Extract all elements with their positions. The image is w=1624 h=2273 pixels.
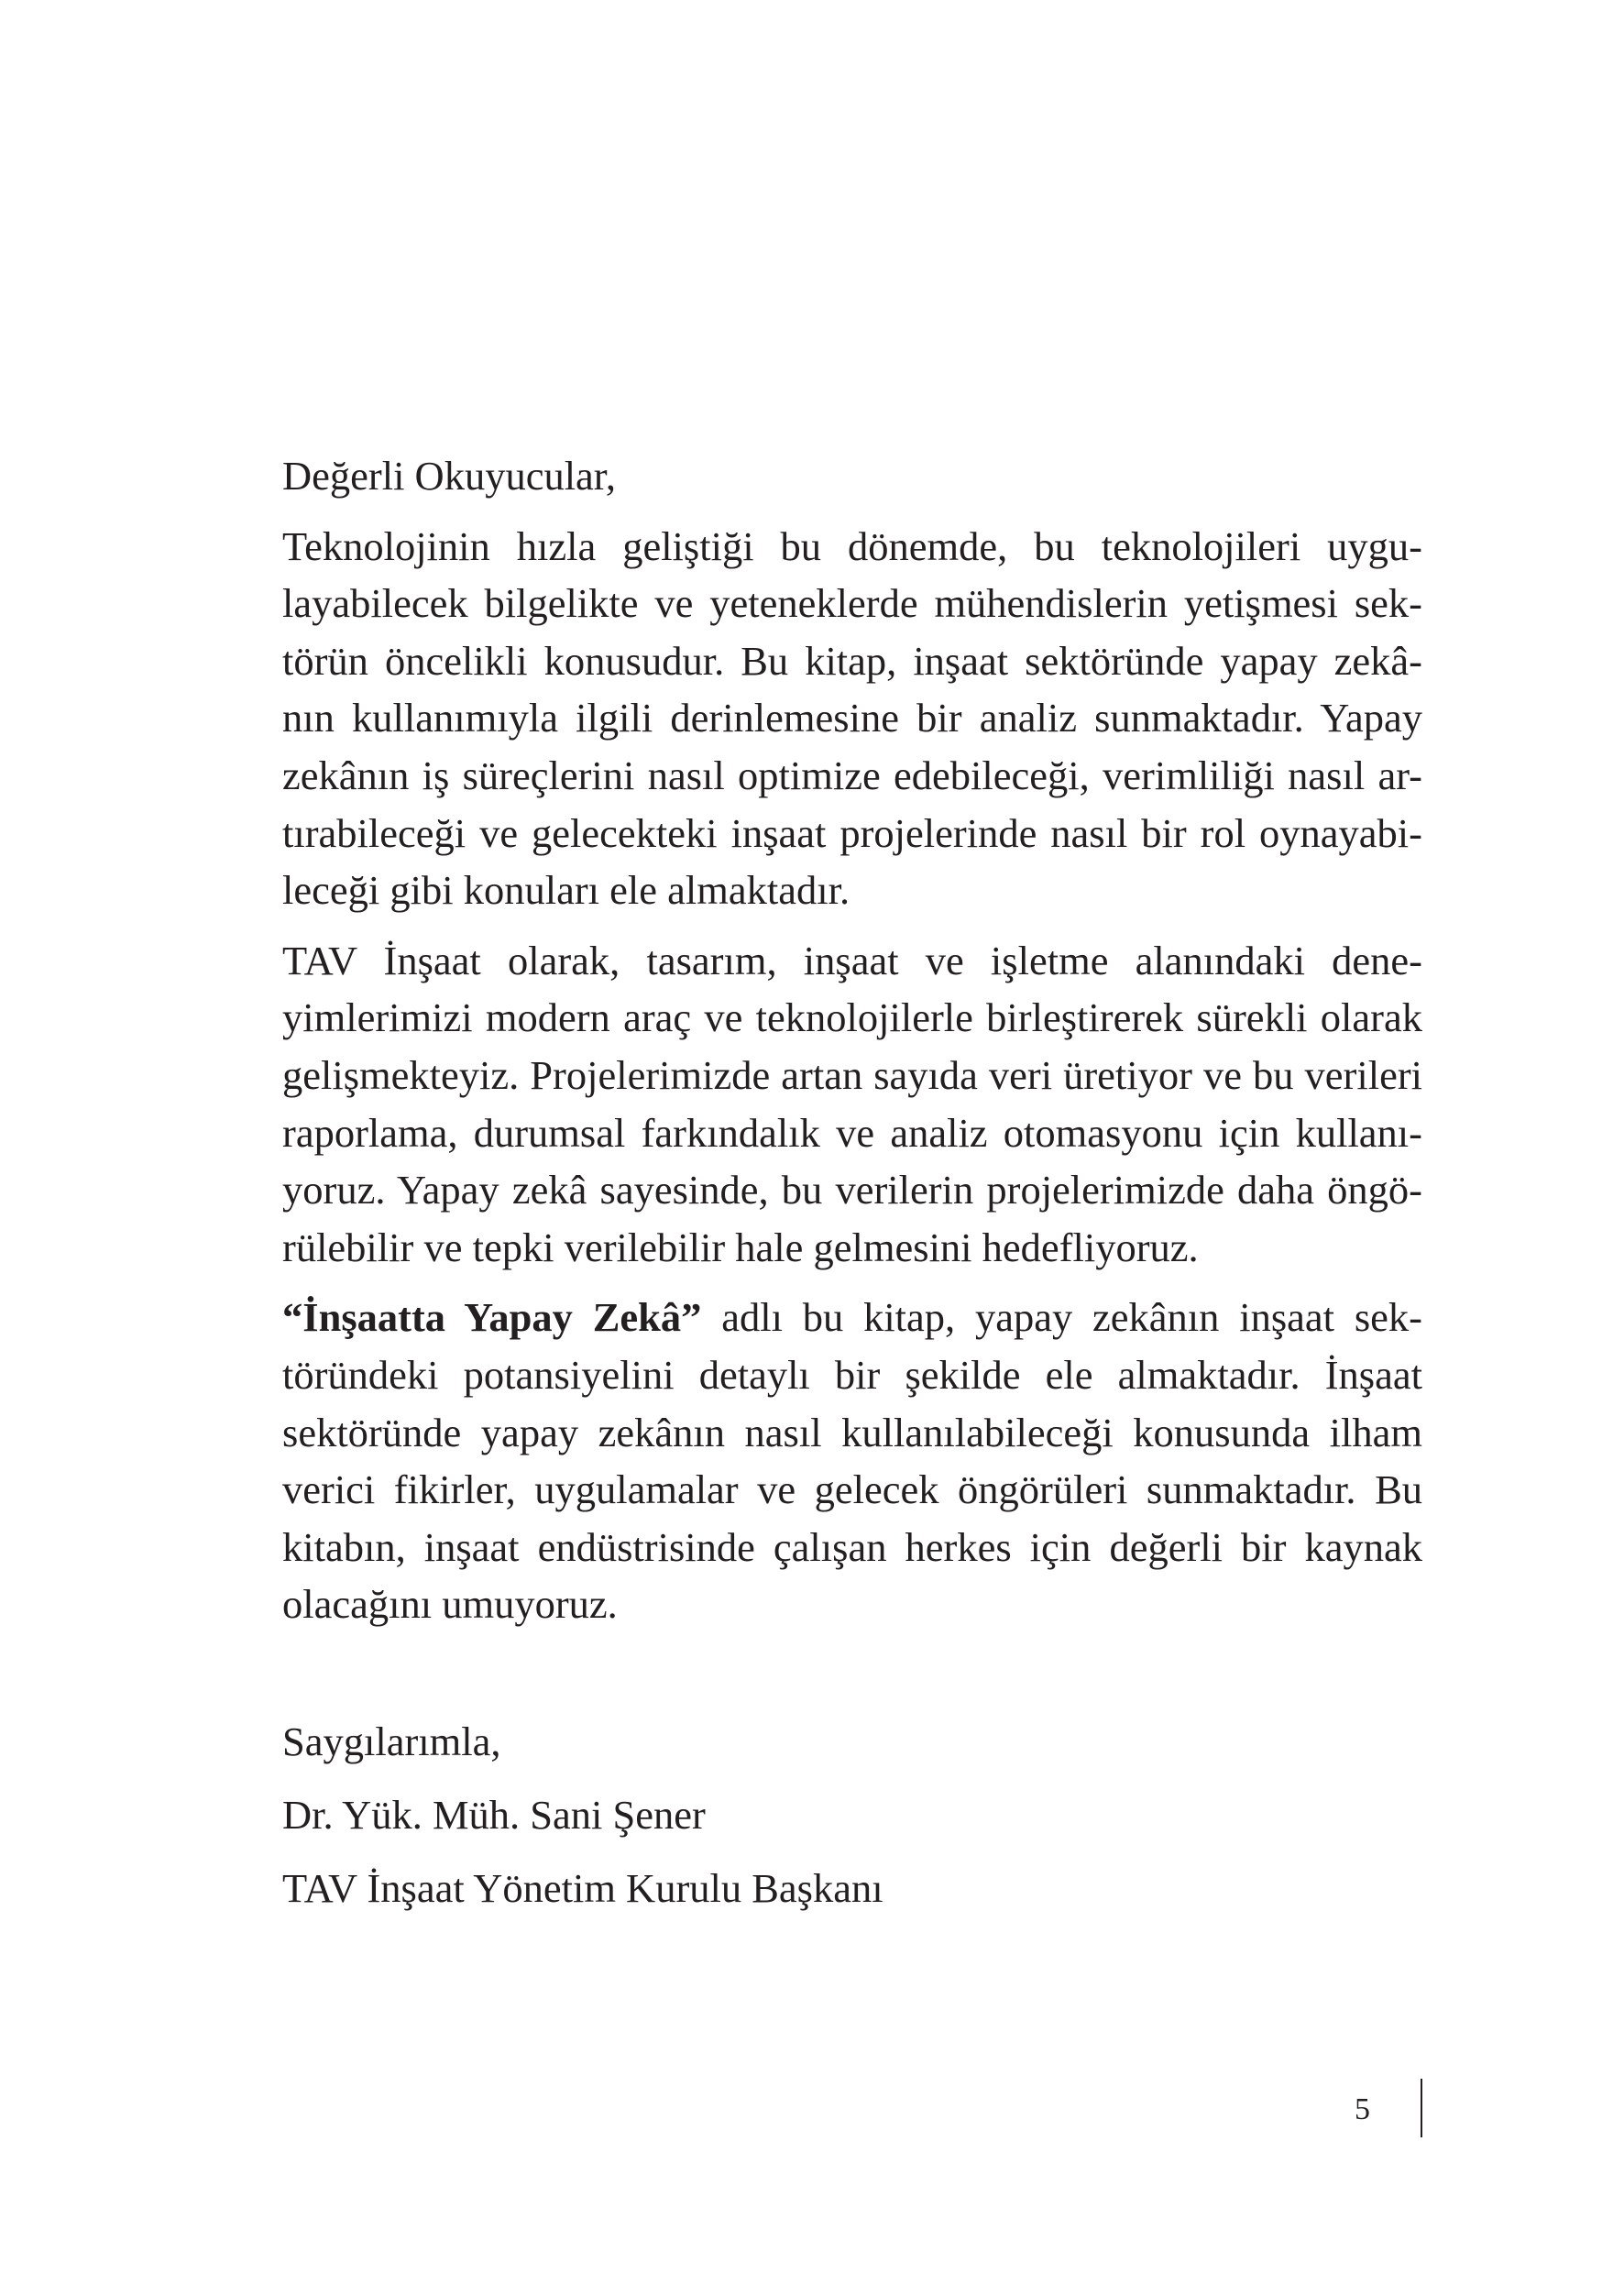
paragraph-1-line: törün öncelikli konusudur. Bu kitap, inşaat sektöründe yapay zekâ- xyxy=(282,637,1422,684)
paragraph-1-line: zekânın iş süreçlerini nasıl optimize edebileceği, verimliliği nasıl ar- xyxy=(282,752,1422,798)
paragraph-3-first-line xyxy=(282,1289,1422,1346)
paragraph-3-line: olacağını umuyoruz. xyxy=(282,1581,618,1628)
paragraph-2-line: yoruz. Yapay zekâ sayesinde, bu verilerin projelerimizde daha öngö- xyxy=(282,1167,1422,1213)
paragraph-3-line: töründeki potansiyelini detaylı bir şekilde ele almaktadır. İnşaat xyxy=(282,1351,1422,1398)
paragraph-1 xyxy=(282,518,1422,919)
signatory-title: TAV İnşaat Yönetim Kurulu Başkanı xyxy=(282,1865,883,1911)
paragraph-2-line: rülebilir ve tepki verilebilir hale gelmesini hedefliyoruz. xyxy=(282,1224,1199,1270)
paragraph-2 xyxy=(282,932,1422,1277)
paragraph-1-line: layabilecek bilgelikte ve yeteneklerde mühendislerin yetişmesi sek- xyxy=(282,580,1422,627)
letter-body xyxy=(282,447,1422,1646)
book-title: “İnşaatta Yapay Zekâ” xyxy=(282,1294,702,1341)
paragraph-1-line: Teknolojinin hızla geliştiği bu dönemde, bu teknolojileri uygu- xyxy=(282,522,1422,569)
signoff xyxy=(282,1705,883,1925)
paragraph-2-line: gelişmekteyiz. Projelerimizde artan sayıda veri üretiyor ve bu verileri xyxy=(282,1051,1422,1098)
paragraph-3-first-line-rest: adlı bu kitap, yapay zekânın inşaat sek- xyxy=(701,1294,1422,1341)
page-number: 5 xyxy=(1355,2092,1370,2126)
paragraph-2-line: TAV İnşaat olarak, tasarım, inşaat ve işletme alanındaki dene- xyxy=(282,937,1422,983)
page-number-rule xyxy=(1421,2079,1422,2137)
paragraph-1-line: nın kullanımıyla ilgili derinlemesine bir analiz sunmaktadır. Yapay xyxy=(282,695,1422,741)
paragraph-3-line: kitabın, inşaat endüstrisinde çalışan herkes için değerli bir kaynak xyxy=(282,1523,1422,1570)
salutation: Değerli Okuyucular, xyxy=(282,453,616,499)
closing: Saygılarımla, xyxy=(282,1718,501,1764)
paragraph-2-line: yimlerimizi modern araç ve teknolojilerle birleştirerek sürekli olarak xyxy=(282,994,1422,1041)
paragraph-3 xyxy=(282,1289,1422,1633)
paragraph-1-line: tırabileceği ve gelecekteki inşaat projelerinde nasıl bir rol oynayabi- xyxy=(282,809,1422,856)
paragraph-1-line: leceği gibi konuları ele almaktadır. xyxy=(282,867,850,914)
paragraph-2-line: raporlama, durumsal farkındalık ve analiz otomasyonu için kullanı- xyxy=(282,1109,1422,1156)
paragraph-3-line: sektöründe yapay zekânın nasıl kullanılabileceği konusunda ilham xyxy=(282,1409,1422,1455)
paragraph-3-line: verici fikirler, uygulamalar ve gelecek öngörüleri sunmaktadır. Bu xyxy=(282,1466,1422,1513)
signatory-name: Dr. Yük. Müh. Sani Şener xyxy=(282,1792,706,1838)
